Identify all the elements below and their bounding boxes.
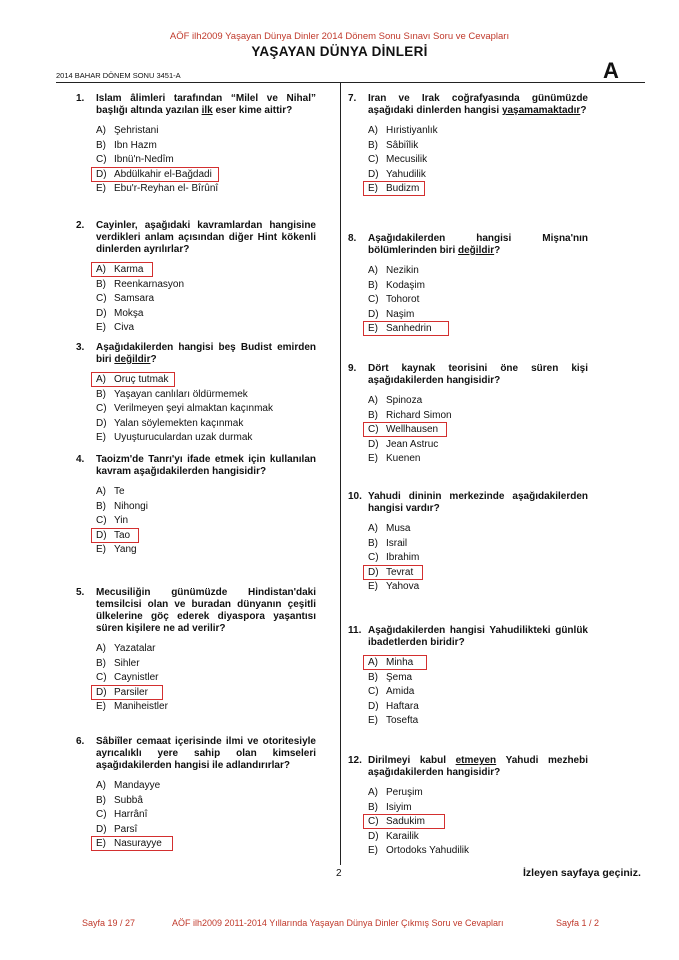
question-11 — [348, 625, 588, 729]
option-list — [368, 394, 588, 467]
option-letter: B) — [368, 279, 378, 291]
option-text: Amida — [386, 686, 415, 697]
option-letter: C) — [368, 816, 379, 827]
question-text: Aşağıdakilerden hangisi Yahudilikteki günlük ibadetlerden biridir? — [368, 625, 588, 648]
option-b — [96, 278, 316, 293]
option-e — [96, 321, 316, 336]
option-c — [96, 514, 316, 529]
option-text: Reenkarnasyon — [114, 278, 185, 290]
option-a — [368, 394, 588, 409]
option-c — [96, 808, 316, 823]
option-letter: D) — [368, 566, 379, 578]
option-c — [368, 685, 588, 700]
option-letter: E) — [368, 581, 378, 592]
option-b — [368, 537, 588, 552]
option-letter: D) — [368, 168, 379, 180]
option-text: Yang — [114, 544, 137, 555]
option-b — [368, 801, 588, 816]
option-text: Verilmeyen şeyi almaktan kaçınmak — [114, 403, 273, 414]
option-a — [368, 264, 588, 279]
option-d — [368, 566, 588, 581]
option-e — [368, 580, 588, 595]
option-list — [96, 642, 316, 715]
option-letter: A) — [368, 657, 378, 668]
option-letter: C) — [96, 403, 107, 414]
column-divider — [340, 82, 341, 865]
question-text: Cayinler, aşağıdaki kavramlardan hangisine verdikleri anlam açısından diğer Hint kökenli dinlerden ayrılırlar? — [96, 220, 316, 255]
question-number: 9. — [348, 363, 357, 374]
footer-center: AÖF ilh2009 2011-2014 Yıllarında Yaşayan Dünya Dinler Çıkmış Soru ve Cevapları — [172, 918, 504, 928]
option-text: Jean Astruc — [386, 438, 439, 450]
option-c — [368, 815, 588, 830]
option-b — [368, 139, 588, 154]
option-a — [96, 263, 316, 278]
option-list — [368, 124, 588, 197]
option-text: Hıristiyanlık — [386, 125, 438, 136]
question-number: 6. — [76, 736, 85, 747]
question-number: 3. — [76, 342, 85, 353]
option-letter: D) — [96, 823, 107, 835]
option-d — [368, 830, 588, 845]
option-letter: C) — [368, 294, 379, 305]
option-text: Uyuşturuculardan uzak durmak — [114, 432, 253, 443]
option-e — [96, 837, 316, 852]
option-letter: B) — [368, 139, 378, 151]
option-letter: E) — [368, 323, 378, 334]
option-text: Wellhausen — [386, 424, 439, 435]
option-text: Subbâ — [114, 794, 143, 806]
option-e — [96, 700, 316, 715]
option-letter: D) — [368, 830, 379, 842]
answer-highlight-box — [363, 422, 447, 437]
option-text: Ibnü'n-Nedîm — [114, 154, 174, 165]
answer-highlight-box — [91, 685, 163, 700]
question-text: Taoizm'de Tanrı'yı ifade etmek için kullanılan kavram aşağıdakilerden hangisidir? — [96, 454, 316, 477]
option-letter: D) — [368, 308, 379, 320]
question-number: 4. — [76, 454, 85, 465]
option-letter: A) — [368, 125, 378, 136]
option-letter: B) — [368, 801, 378, 813]
option-letter: A) — [96, 374, 106, 385]
option-letter: D) — [96, 168, 107, 180]
option-e — [96, 182, 316, 197]
option-a — [96, 779, 316, 794]
option-text: Ibn Hazm — [114, 139, 157, 151]
option-e — [96, 543, 316, 558]
option-list — [368, 656, 588, 729]
option-text: Şema — [386, 671, 413, 683]
question-number: 1. — [76, 93, 85, 104]
option-a — [96, 485, 316, 500]
option-text: Ebu'r-Reyhan el- Bîrûnî — [114, 183, 219, 194]
option-text: Caynistler — [114, 672, 159, 683]
option-d — [96, 307, 316, 322]
option-text: Yahudilik — [386, 168, 426, 180]
option-letter: C) — [368, 424, 379, 435]
option-c — [96, 402, 316, 417]
question-1 — [76, 93, 316, 197]
option-text: Nihongi — [114, 500, 148, 512]
question-number: 11. — [348, 625, 362, 636]
booklet-letter: A — [603, 58, 619, 83]
header-divider — [56, 82, 645, 83]
option-text: Naşim — [386, 308, 415, 320]
option-b — [96, 139, 316, 154]
next-page-note: İzleyen sayfaya geçiniz. — [523, 867, 641, 879]
option-letter: C) — [368, 686, 379, 697]
option-d — [96, 823, 316, 838]
option-letter: C) — [96, 515, 107, 526]
option-c — [96, 153, 316, 168]
option-text: Mandayye — [114, 780, 161, 791]
option-text: Israil — [386, 537, 408, 549]
option-letter: C) — [96, 672, 107, 683]
option-letter: E) — [96, 701, 106, 712]
question-text: Mecusiliğin günümüzde Hindistan'daki temsilcisi olan ve buradan dünyanın çeşitli ülkelerine göç ederek diyaspora yaşantısı süren kişilere ne ad verilir? — [96, 587, 316, 634]
question-8 — [348, 233, 588, 337]
option-text: Parsiler — [114, 686, 148, 698]
option-c — [96, 292, 316, 307]
option-list — [96, 263, 316, 336]
option-letter: E) — [368, 453, 378, 464]
option-text: Tosefta — [386, 715, 419, 726]
option-letter: B) — [368, 671, 378, 683]
option-text: Sâbiîlik — [386, 139, 419, 151]
option-text: Kuenen — [386, 453, 421, 464]
option-letter: D) — [368, 438, 379, 450]
option-letter: A) — [368, 395, 378, 406]
option-text: Yazatalar — [114, 643, 156, 654]
footer-right: Sayfa 1 / 2 — [556, 918, 600, 928]
option-letter: E) — [368, 183, 378, 194]
option-b — [96, 388, 316, 403]
option-c — [96, 671, 316, 686]
option-text: Budizm — [386, 183, 420, 194]
option-list — [368, 264, 588, 337]
option-letter: A) — [96, 643, 106, 654]
option-text: Ibrahim — [386, 552, 420, 563]
option-letter: E) — [96, 544, 106, 555]
question-number: 12. — [348, 755, 362, 766]
option-list — [96, 485, 316, 558]
option-text: Samsara — [114, 293, 155, 304]
option-text: Isiyim — [386, 801, 412, 813]
question-6 — [76, 736, 316, 852]
option-a — [96, 124, 316, 139]
question-3 — [76, 342, 316, 446]
answer-highlight-box — [91, 262, 153, 277]
option-letter: A) — [96, 486, 106, 497]
option-letter: D) — [96, 417, 107, 429]
option-letter: C) — [96, 809, 107, 820]
option-a — [368, 656, 588, 671]
option-letter: B) — [96, 500, 106, 512]
question-text: Aşağıdakilerden hangisi Mişna'nın bölümlerinden biri değildir? — [368, 233, 588, 256]
question-9 — [348, 363, 588, 467]
option-c — [368, 293, 588, 308]
option-letter: A) — [96, 264, 106, 275]
option-b — [368, 671, 588, 686]
question-number: 2. — [76, 220, 85, 231]
answer-highlight-box — [91, 836, 173, 851]
option-letter: B) — [368, 409, 378, 421]
option-text: Haftara — [386, 700, 419, 712]
question-text: Sâbiîler cemaat içerisinde ilmi ve otoritesiyle ayrıcalıklı yere sahip olan kimseleri aşağıdakilerden hangisi ile adlandırırlar? — [96, 736, 316, 771]
question-number: 8. — [348, 233, 357, 244]
option-text: Mecusilik — [386, 154, 428, 165]
option-list — [96, 779, 316, 852]
option-letter: D) — [368, 700, 379, 712]
answer-highlight-box — [363, 181, 425, 196]
option-letter: B) — [96, 278, 106, 290]
option-a — [96, 373, 316, 388]
option-e — [368, 452, 588, 467]
question-text: Yahudi dininin merkezinde aşağıdakilerden hangisi vardır? — [368, 491, 588, 514]
answer-highlight-box — [91, 528, 139, 543]
option-letter: D) — [96, 686, 107, 698]
answer-highlight-box — [363, 321, 449, 336]
option-a — [96, 642, 316, 657]
option-d — [368, 168, 588, 183]
option-text: Yahova — [386, 581, 420, 592]
option-text: Minha — [386, 657, 414, 668]
option-text: Richard Simon — [386, 409, 452, 421]
option-letter: E) — [368, 845, 378, 856]
option-text: Abdülkahir el-Bağdadi — [114, 168, 212, 180]
option-e — [96, 431, 316, 446]
option-text: Yaşayan canlıları öldürmemek — [114, 388, 248, 400]
option-text: Spinoza — [386, 395, 423, 406]
answer-highlight-box — [363, 814, 445, 829]
option-letter: A) — [96, 125, 106, 136]
option-text: Oruç tutmak — [114, 374, 169, 385]
option-d — [96, 417, 316, 432]
question-number: 7. — [348, 93, 357, 104]
option-d — [368, 700, 588, 715]
option-letter: A) — [368, 265, 378, 276]
answer-highlight-box — [363, 565, 423, 580]
footer-left: Sayfa 19 / 27 — [82, 918, 136, 928]
option-text: Ortodoks Yahudilik — [386, 845, 470, 856]
option-d — [96, 529, 316, 544]
option-a — [368, 124, 588, 139]
question-text: Islam âlimleri tarafından “Milel ve Nihal” başlığı altında yazılan ilk eser kime aittir? — [96, 93, 316, 116]
option-text: Tohorot — [386, 294, 420, 305]
option-b — [368, 409, 588, 424]
option-b — [368, 279, 588, 294]
answer-highlight-box — [91, 372, 175, 387]
option-letter: B) — [96, 139, 106, 151]
option-list — [96, 124, 316, 197]
option-d — [368, 438, 588, 453]
option-text: Mokşa — [114, 307, 144, 319]
option-text: Tao — [114, 529, 131, 541]
option-e — [368, 182, 588, 197]
question-text: Dirilmeyi kabul etmeyen Yahudi mezhebi aşağıdakilerden hangisidir? — [368, 755, 589, 778]
top-banner: AÖF ilh2009 Yaşayan Dünya Dinler 2014 Dönem Sonu Sınavı Soru ve Cevapları — [169, 31, 510, 42]
option-letter: E) — [96, 183, 106, 194]
exam-label: 2014 BAHAR DÖNEM SONU 3451-A — [56, 71, 181, 80]
option-text: Nasurayye — [114, 838, 162, 849]
answer-highlight-box — [363, 655, 427, 670]
option-text: Te — [114, 486, 125, 497]
question-10 — [348, 491, 588, 595]
question-7 — [348, 93, 588, 197]
option-text: Parsî — [114, 823, 138, 835]
option-letter: B) — [96, 657, 106, 669]
option-text: Maniheistler — [114, 701, 168, 712]
option-text: Yin — [114, 515, 129, 526]
option-b — [96, 794, 316, 809]
option-d — [96, 686, 316, 701]
option-b — [96, 500, 316, 515]
option-letter: B) — [96, 388, 106, 400]
option-text: Yalan söylemekten kaçınmak — [114, 417, 244, 429]
option-text: Karma — [114, 264, 144, 275]
option-letter: A) — [96, 780, 106, 791]
option-list — [96, 373, 316, 446]
option-text: Kodaşim — [386, 279, 425, 291]
answer-highlight-box — [91, 167, 219, 182]
option-letter: E) — [96, 838, 106, 849]
option-text: Musa — [386, 523, 411, 534]
option-list — [368, 786, 588, 859]
page-number: 2 — [336, 868, 342, 879]
option-letter: E) — [96, 432, 106, 443]
option-letter: C) — [96, 293, 107, 304]
option-text: Sihler — [114, 657, 140, 669]
page-title: YAŞAYAN DÜNYA DİNLERİ — [251, 44, 428, 59]
option-letter: A) — [368, 523, 378, 534]
option-text: Karailik — [386, 830, 419, 842]
question-number: 10. — [348, 491, 362, 502]
option-c — [368, 423, 588, 438]
option-letter: B) — [96, 794, 106, 806]
option-letter: B) — [368, 537, 378, 549]
option-letter: C) — [96, 154, 107, 165]
question-number: 5. — [76, 587, 85, 598]
option-c — [368, 153, 588, 168]
option-text: Tevrat — [386, 566, 414, 578]
option-text: Şehristani — [114, 125, 159, 136]
question-4 — [76, 454, 316, 558]
option-a — [368, 786, 588, 801]
option-e — [368, 844, 588, 859]
option-letter: D) — [96, 307, 107, 319]
question-text: Dört kaynak teorisini öne süren kişi aşağıdakilerden hangisidir? — [368, 363, 588, 386]
option-c — [368, 551, 588, 566]
option-text: Peruşim — [386, 787, 423, 798]
option-letter: C) — [368, 552, 379, 563]
option-letter: C) — [368, 154, 379, 165]
question-12 — [348, 755, 588, 859]
question-text: Iran ve Irak coğrafyasında günümüzde aşağıdaki dinlerden hangisi yaşamamaktadır? — [368, 93, 588, 116]
question-2 — [76, 220, 316, 336]
option-letter: D) — [96, 529, 107, 541]
option-text: Sadukim — [386, 816, 425, 827]
question-5 — [76, 587, 316, 715]
option-list — [368, 522, 588, 595]
option-text: Harrânî — [114, 809, 148, 820]
option-a — [368, 522, 588, 537]
option-e — [368, 714, 588, 729]
option-e — [368, 322, 588, 337]
option-letter: A) — [368, 787, 378, 798]
question-text: Aşağıdakilerden hangisi beş Budist emirden biri değildir? — [96, 342, 316, 365]
option-text: Civa — [114, 322, 135, 333]
option-text: Sanhedrin — [386, 323, 432, 334]
option-letter: E) — [96, 322, 106, 333]
option-text: Nezikin — [386, 265, 419, 276]
option-d — [368, 308, 588, 323]
option-letter: E) — [368, 715, 378, 726]
option-b — [96, 657, 316, 672]
option-d — [96, 168, 316, 183]
